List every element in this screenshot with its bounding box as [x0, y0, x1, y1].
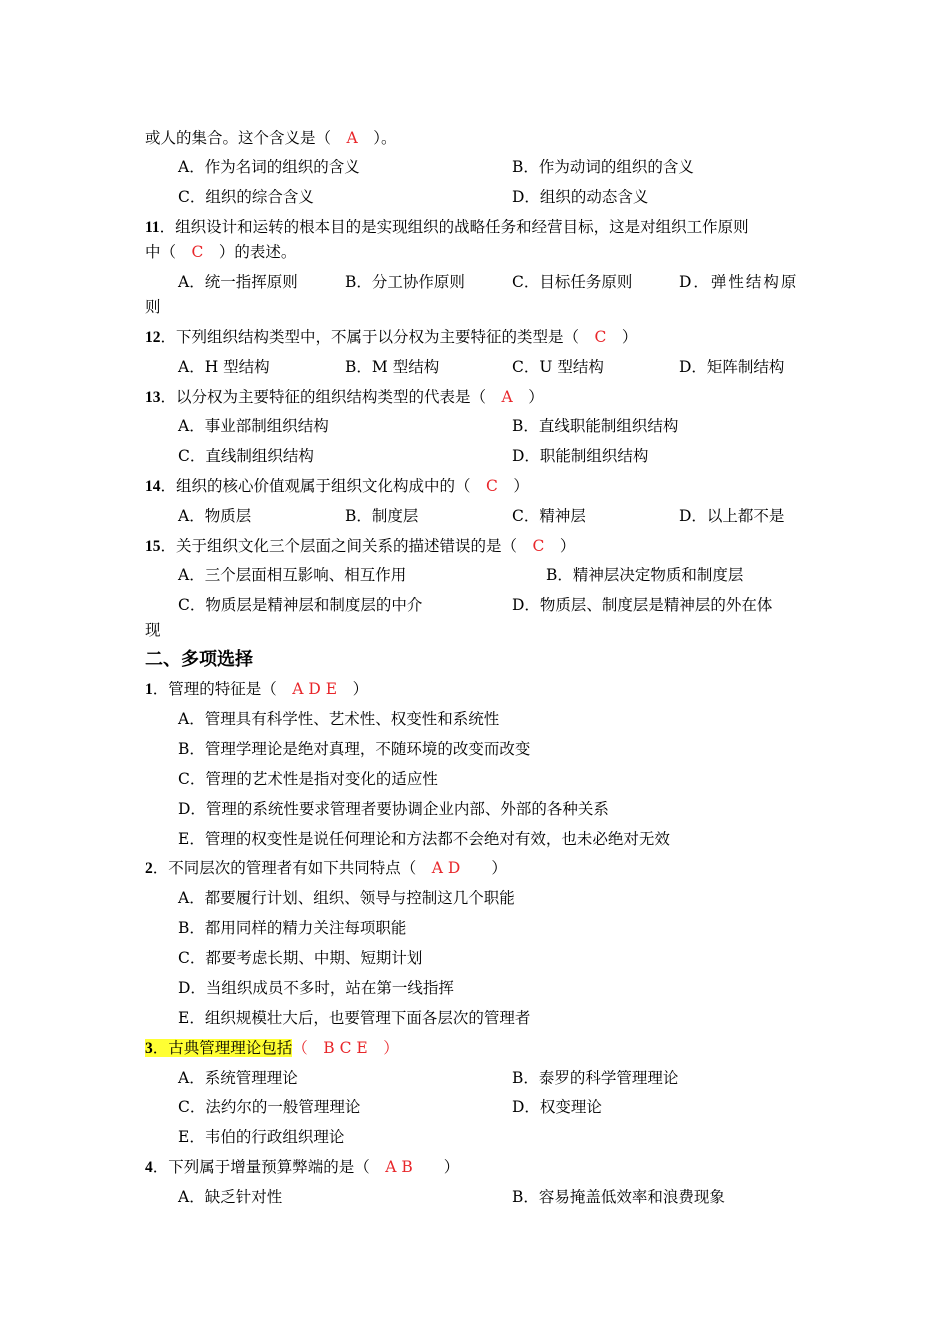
q10-option-d: D．组织的动态含义	[512, 188, 649, 206]
q10-option-b: B．作为动词的组织的含义	[512, 158, 694, 176]
m2-option-b: B．都用同样的精力关注每项职能	[178, 919, 407, 937]
q14-option-b: B．制度层	[345, 507, 419, 525]
q12-stem: 12．下列组织结构类型中，不属于以分权为主要特征的类型是（ C ）	[145, 328, 638, 346]
m3-answer: B C E	[307, 1039, 384, 1057]
m3-option-b: B．泰罗的科学管理理论	[512, 1069, 679, 1087]
q12-option-b: B．M 型结构	[345, 358, 440, 376]
q10-answer: A	[331, 129, 374, 147]
m3-option-a: A．系统管理理论	[178, 1069, 298, 1087]
m4-stem: 4．下列属于增量预算弊端的是（ A B ）	[145, 1158, 460, 1176]
q11-option-a: A．统一指挥原则	[178, 273, 298, 291]
q12-answer: C	[579, 328, 622, 346]
q11-option-d: D．弹性结构原	[679, 273, 799, 291]
m3-option-d: D．权变理论	[512, 1098, 602, 1116]
m3-option-e: E．韦伯的行政组织理论	[178, 1128, 345, 1146]
q11-stem-line2: 中（ C ）的表述。	[145, 243, 297, 261]
q11-option-d-wrap: 则	[145, 298, 161, 316]
q13-stem: 13．以分权为主要特征的组织结构类型的代表是（ A ）	[145, 388, 544, 406]
q15-option-a: A．三个层面相互影响、相互作用	[178, 566, 407, 584]
m1-option-c: C．管理的艺术性是指对变化的适应性	[178, 770, 438, 788]
q15-option-d: D．物质层、制度层是精神层的外在体	[512, 596, 773, 614]
m1-option-b: B．管理学理论是绝对真理，不随环境的改变而改变	[178, 740, 531, 758]
q13-answer: A	[486, 388, 529, 406]
q11-option-c: C．目标任务原则	[512, 273, 633, 291]
q15-answer: C	[517, 537, 560, 555]
m1-answer: A D E	[276, 680, 353, 698]
q15-option-c: C．物质层是精神层和制度层的中介	[178, 596, 423, 614]
q12-option-a: A．H 型结构	[178, 358, 270, 376]
q14-option-a: A．物质层	[178, 507, 252, 525]
q15-option-b: B．精神层决定物质和制度层	[546, 566, 744, 584]
m2-stem: 2．不同层次的管理者有如下共同特点（ A D ）	[145, 859, 507, 877]
q11-stem-line1: 11．组织设计和运转的根本目的是实现组织的战略任务和经营目标，这是对组织工作原则	[145, 218, 749, 236]
m2-option-e: E．组织规模壮大后，也要管理下面各层次的管理者	[178, 1009, 531, 1027]
m4-answer: A B	[369, 1158, 444, 1176]
m3-highlight: 3．古典管理理论包括	[145, 1039, 293, 1057]
q11-option-b: B．分工协作原则	[345, 273, 465, 291]
q15-option-d-wrap: 现	[145, 621, 161, 639]
q13-option-c: C．直线制组织结构	[178, 447, 314, 465]
m1-option-d: D．管理的系统性要求管理者要协调企业内部、外部的各种关系	[178, 800, 609, 818]
q10-option-a: A．作为名词的组织的含义	[178, 158, 360, 176]
q12-option-c: C．U 型结构	[512, 358, 604, 376]
q10-stem: 或人的集合。这个含义是（ A ）。	[145, 129, 397, 147]
m1-stem: 1．管理的特征是（ A D E ）	[145, 680, 369, 698]
section-heading-multiple-choice: 二、多项选择	[145, 649, 253, 670]
q12-option-d: D．矩阵制结构	[679, 358, 785, 376]
q10-option-c: C．组织的综合含义	[178, 188, 314, 206]
m2-option-a: A．都要履行计划、组织、领导与控制这几个职能	[178, 889, 515, 907]
q14-stem: 14．组织的核心价值观属于组织文化构成中的（ C ）	[145, 477, 529, 495]
m1-option-e: E．管理的权变性是说任何理论和方法都不会绝对有效，也未必绝对无效	[178, 830, 670, 848]
q13-option-a: A．事业部制组织结构	[178, 417, 329, 435]
q13-option-b: B．直线职能制组织结构	[512, 417, 679, 435]
q15-stem: 15．关于组织文化三个层面之间关系的描述错误的是（ C ）	[145, 537, 576, 555]
m4-option-a: A．缺乏针对性	[178, 1188, 283, 1206]
q14-answer: C	[470, 477, 514, 495]
q11-answer: C	[176, 243, 219, 261]
m1-option-a: A．管理具有科学性、艺术性、权变性和系统性	[178, 710, 500, 728]
m3-stem: 3．古典管理理论包括（ B C E ）	[145, 1039, 399, 1057]
q14-option-c: C．精神层	[512, 507, 586, 525]
m2-option-c: C．都要考虑长期、中期、短期计划	[178, 949, 423, 967]
q14-option-d: D．以上都不是	[679, 507, 785, 525]
m2-answer: A D	[416, 859, 492, 877]
m2-option-d: D．当组织成员不多时，站在第一线指挥	[178, 979, 454, 997]
m4-option-b: B．容易掩盖低效率和浪费现象	[512, 1188, 725, 1206]
m3-option-c: C．法约尔的一般管理理论	[178, 1098, 361, 1116]
q13-option-d: D．职能制组织结构	[512, 447, 649, 465]
